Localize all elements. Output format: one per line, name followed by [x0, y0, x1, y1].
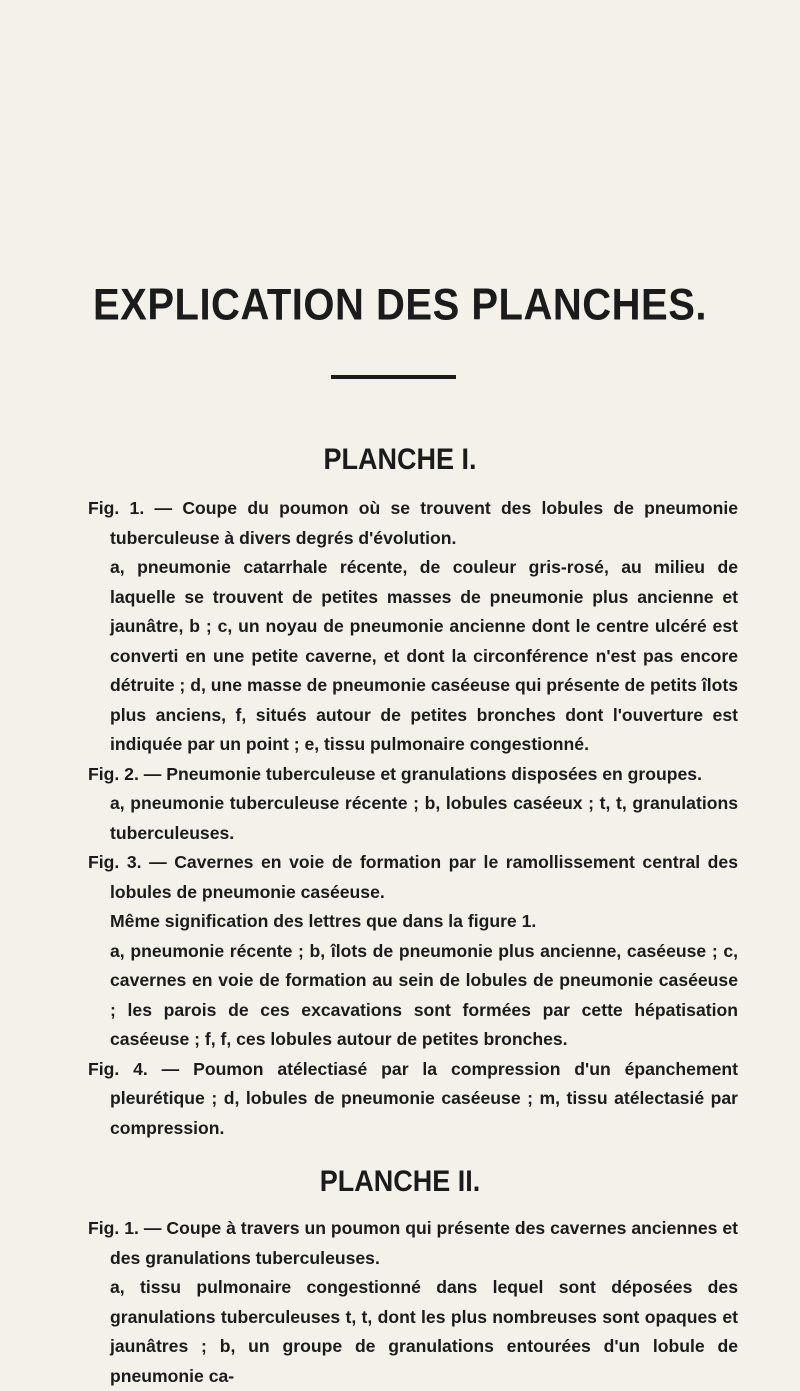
- figure-caption: [88, 494, 738, 553]
- figure-label: Fig. 1.: [88, 1218, 139, 1238]
- plate-1-legend: [88, 494, 738, 1143]
- legend-paragraph: Même signification des lettres que dans la figure 1.: [110, 911, 537, 931]
- figure-label: Fig. 3.: [88, 852, 142, 872]
- plate-title-1: PLANCHE I.: [323, 442, 477, 476]
- legend-paragraph: a, tissu pulmonaire congestionné dans lequel sont déposées des granulations tuberculeuses t, t, dont les plus nombreuses sont opaques et jaunâtres ; b, un groupe de granulations entourées d'un lobule de pneumonie ca-: [110, 1277, 738, 1386]
- figure-text: — Coupe du poumon où se trouvent des lobules de pneumonie tuberculeuse à divers degrés d'évolution.: [110, 498, 738, 548]
- figure-label: Fig. 2.: [88, 763, 139, 784]
- legend-paragraph: a, pneumonie récente ; b, îlots de pneumonie plus ancienne, caséeuse ; c, cavernes en voie de formation au sein de lobules de pneumonie caséeuse ; les parois de ces excavations sont formées par cette hépatisation caséeuse ; f, f, ces lobules autour de petites bronches.: [110, 940, 738, 1049]
- figure-text: — Coupe à travers un poumon qui présente des cavernes anciennes et des granulations tuberculeuses.: [110, 1218, 738, 1268]
- figure-text: — Pneumonie tuberculeuse et granulations disposées en groupes.: [138, 763, 702, 784]
- figure-text: — Poumon atélectiasé par la compression d'un épanchement pleurétique ; d, lobules de pneumonie caséeuse ; m, tissu atélectasié par compression.: [110, 1058, 738, 1138]
- legend-paragraph: a, pneumonie tuberculeuse récente ; b, lobules caséeux ; t, t, granulations tuberculeuses.: [110, 793, 738, 843]
- figure-caption: [88, 1055, 738, 1144]
- figure-caption: [88, 848, 738, 907]
- figure-text: — Cavernes en voie de formation par le ramollissement central des lobules de pneumonie caséeuse.: [110, 852, 738, 902]
- page-title: EXPLICATION DES PLANCHES.: [92, 280, 708, 330]
- plate-title-2: PLANCHE II.: [319, 1164, 481, 1198]
- figure-label: Fig. 1.: [88, 498, 145, 518]
- plate-2-legend: [88, 1214, 738, 1391]
- figure-caption: [88, 760, 738, 790]
- figure-label: Fig. 4.: [88, 1058, 148, 1079]
- figure-caption: [88, 1214, 738, 1273]
- title-divider: [331, 375, 456, 379]
- legend-paragraph: a, pneumonie catarrhale récente, de couleur gris-rosé, au milieu de laquelle se trouvent de petites masses de pneumonie plus ancienne et jaunâtre, b ; c, un noyau de pneumonie ancienne dont le centre ulcéré est converti en une petite caverne, et dont la circonférence n'est pas encore détruite ; d, une masse de pneumonie caséeuse qui présente de petits îlots plus anciens, f, situés autour de petites bronches dont l'ouverture est indiquée par un point ; e, tissu pulmonaire congestionné.: [110, 557, 738, 754]
